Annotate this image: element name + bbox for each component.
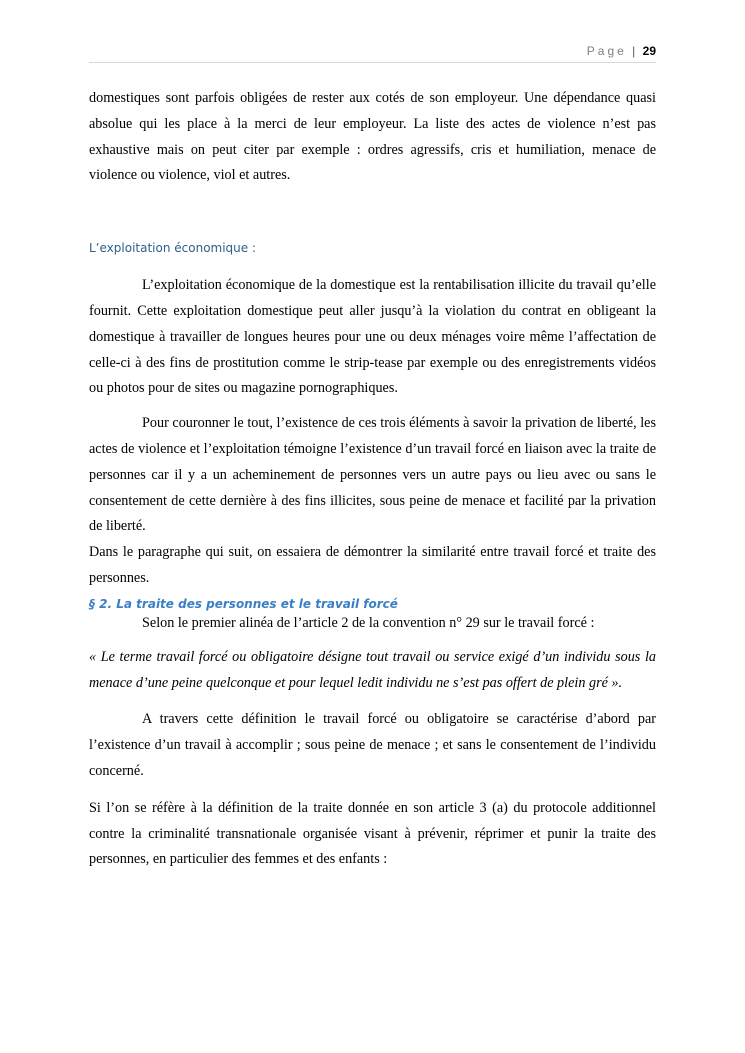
- page-number: 29: [642, 44, 656, 58]
- paragraph-6: A travers cette définition le travail forcé ou obligatoire se caractérise d’abord par l’existence d’un travail à accomplir ; sous peine de menace ; et sans le consentement de l’individu concerné.: [89, 711, 656, 779]
- paragraph-3: Pour couronner le tout, l’existence de ces trois éléments à savoir la privation de liberté, les actes de violence et l’exploitation témoigne l’existence d’un travail forcé en liaison avec la traite de personnes car il y a un acheminement de personnes vers un autre pays ou lieu avec ou sans le consentement de cette dernière à des fins illicites, sous peine de menace et facilité par la privation de liberté.: [89, 415, 656, 535]
- page-label: Page: [586, 44, 627, 58]
- section-title: § 2. La traite des personnes et le travail forcé: [89, 596, 398, 611]
- page-header: [89, 44, 656, 63]
- header-separator: |: [632, 44, 636, 58]
- paragraph-1: domestiques sont parfois obligées de rester aux cotés de son employeur. Une dépendance quasi absolue qui les place à la merci de leur employeur. La liste des actes de violence n’est pas exhaustive mais on peut citer par exemple : ordres agressifs, cris et humiliation, menace de violence ou violence, viol et autres.: [89, 90, 656, 184]
- paragraph-2: L’exploitation économique de la domestique est la rentabilisation illicite du travail qu’elle fournit. Cette exploitation domestique peut aller jusqu’à la violation du contrat en obligeant la domestique à travailler de longues heures pour une ou deux ménages voire même l’affectation de celle-ci à des fins de prostitution comme le strip-tease par exemple ou des enregistrements vidéos ou photos pour de sites ou magazine pornographiques.: [89, 277, 656, 397]
- quote-article-2: « Le terme travail forcé ou obligatoire désigne tout travail ou service exigé d’un individu sous la menace d’une peine quelconque et pour lequel ledit individu ne s’est pas offert de plein gré ».: [89, 648, 656, 691]
- document-body: [89, 86, 656, 873]
- paragraph-7: Si l’on se réfère à la définition de la traite donnée en son article 3 (a) du protocole additionnel contre la criminalité transnationale organisée visant à prévenir, réprimer et punir la traite des personnes, en particulier des femmes et des enfants :: [89, 799, 656, 868]
- paragraph-5: Selon le premier alinéa de l’article 2 de la convention n° 29 sur le travail forcé :: [142, 614, 595, 631]
- paragraph-4: Dans le paragraphe qui suit, on essaiera de démontrer la similarité entre travail forcé et traite des personnes.: [89, 544, 656, 586]
- subheading-exploitation: L’exploitation économique :: [89, 241, 257, 256]
